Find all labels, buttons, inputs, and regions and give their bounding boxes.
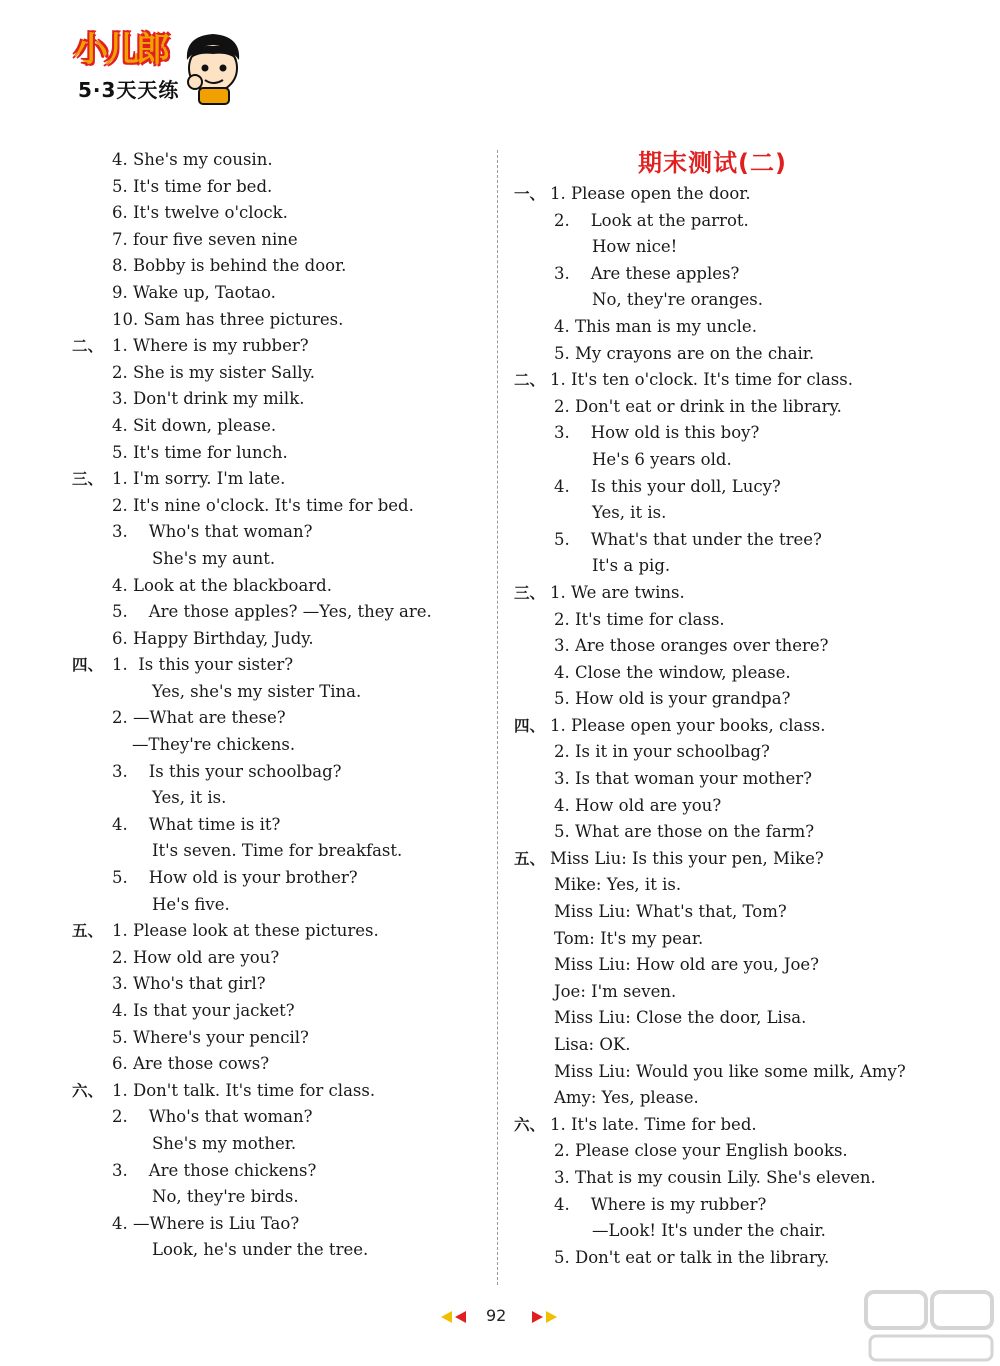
answer-line: [510, 1112, 960, 1139]
answer-line: [72, 1104, 522, 1131]
answer-line: [72, 360, 522, 387]
answer-line: [72, 519, 522, 546]
answer-text: 8. Bobby is behind the door.: [112, 256, 347, 276]
answer-line: [72, 1025, 522, 1052]
answer-text: 3. That is my cousin Lily. She's eleven.: [554, 1167, 876, 1187]
answer-line: [510, 447, 960, 474]
answer-text: Yes, it is.: [592, 503, 667, 523]
answer-line: [510, 287, 960, 314]
answer-text: 1. It's ten o'clock. It's time for class.: [550, 370, 853, 390]
answer-text: 3. Don't drink my milk.: [112, 389, 305, 409]
answer-text: 1. Is this your sister?: [112, 655, 294, 675]
answer-line: [510, 1192, 960, 1219]
section-number: 六、: [72, 1081, 104, 1100]
answer-text: Yes, it is.: [152, 788, 227, 808]
answer-text: 3. Who's that woman?: [112, 522, 313, 542]
answer-line: [510, 500, 960, 527]
section-number: 二、: [514, 371, 546, 390]
answer-text: Yes, she's my sister Tina.: [152, 681, 362, 701]
answer-text: It's a pig.: [592, 556, 671, 576]
answer-line: [510, 819, 960, 846]
section-number: 五、: [72, 922, 104, 941]
section-number: 四、: [72, 656, 104, 675]
answer-text: Miss Liu: What's that, Tom?: [554, 902, 787, 922]
left-column: [72, 147, 522, 1264]
answer-line: [72, 918, 522, 945]
section-number: 三、: [514, 583, 546, 602]
answer-text: —They're chickens.: [132, 735, 296, 755]
section-number: 六、: [514, 1115, 546, 1134]
answer-line: [510, 766, 960, 793]
answer-line: [510, 394, 960, 421]
answer-text: 4. How old are you?: [554, 795, 722, 815]
answer-line: [510, 341, 960, 368]
answer-line: [510, 713, 960, 740]
section-title: 期末测试(二): [638, 149, 787, 177]
answer-line: [510, 739, 960, 766]
answer-line: [510, 1245, 960, 1272]
answer-text: Amy: Yes, please.: [554, 1088, 699, 1108]
answer-text: 1. Please look at these pictures.: [112, 921, 379, 941]
answer-text: 2. Look at the parrot.: [554, 210, 749, 230]
answer-line: [72, 493, 522, 520]
answer-line: [510, 1032, 960, 1059]
answer-text: No, they're oranges.: [592, 290, 763, 310]
answer-line: [72, 892, 522, 919]
answer-line: [510, 660, 960, 687]
answer-text: 5. Where's your pencil?: [112, 1027, 309, 1047]
answer-line: [510, 314, 960, 341]
answer-text: —Look! It's under the chair.: [592, 1221, 826, 1241]
answer-text: Tom: It's my pear.: [554, 928, 704, 948]
answer-line: [72, 679, 522, 706]
answer-line: [510, 846, 960, 873]
answer-line: [72, 1051, 522, 1078]
answer-text: 2. —What are these?: [112, 708, 286, 728]
answer-text: Miss Liu: Would you like some milk, Amy?: [554, 1061, 906, 1081]
answer-text: 3. Are those chickens?: [112, 1160, 317, 1180]
answer-line: [72, 147, 522, 174]
answer-line: [72, 1131, 522, 1158]
answer-line: [510, 1085, 960, 1112]
answer-line: [510, 979, 960, 1006]
answer-text: 7. four five seven nine: [112, 229, 298, 249]
answer-line: [72, 546, 522, 573]
answer-line: [510, 1165, 960, 1192]
answer-line: [510, 474, 960, 501]
answer-text: 2. How old are you?: [112, 947, 280, 967]
answer-line: [510, 952, 960, 979]
answer-text: 2. Please close your English books.: [554, 1141, 848, 1161]
answer-text: 3. How old is this boy?: [554, 423, 760, 443]
answer-text: 4. —Where is Liu Tao?: [112, 1213, 300, 1233]
answer-line: [72, 174, 522, 201]
answer-line: [510, 633, 960, 660]
answer-line: [72, 1078, 522, 1105]
answer-line: [72, 732, 522, 759]
answer-text: 2. It's nine o'clock. It's time for bed.: [112, 495, 414, 515]
answer-line: [510, 420, 960, 447]
answer-line: [72, 785, 522, 812]
answer-line: [510, 686, 960, 713]
answer-line: [72, 865, 522, 892]
answer-text: 1. Please open the door.: [550, 184, 751, 203]
answer-line: [72, 626, 522, 653]
answer-text: 4. Is that your jacket?: [112, 1001, 295, 1020]
section-number: 五、: [514, 849, 546, 868]
answer-text: 1. It's late. Time for bed.: [550, 1114, 757, 1134]
answer-text: 4. Close the window, please.: [554, 662, 791, 682]
answer-text: How nice!: [592, 237, 678, 257]
answer-text: 5. My crayons are on the chair.: [554, 343, 815, 363]
section-number: 四、: [514, 716, 546, 735]
answer-text: 1. Don't talk. It's time for class.: [112, 1080, 376, 1100]
answer-text: 4. She's my cousin.: [112, 150, 273, 169]
answer-text: 2. Who's that woman?: [112, 1107, 313, 1127]
prev-arrow-icon: [440, 1310, 468, 1324]
answer-line: [72, 413, 522, 440]
answer-text: 2. She is my sister Sally.: [112, 362, 315, 382]
answer-text: 6. It's twelve o'clock.: [112, 203, 288, 223]
answer-line: [510, 208, 960, 235]
answer-text: 5. How old is your grandpa?: [554, 689, 791, 709]
answer-line: [510, 234, 960, 261]
right-column: [510, 181, 960, 1271]
answer-text: 5. It's time for lunch.: [112, 442, 288, 462]
answer-text: 1. We are twins.: [550, 582, 685, 602]
answer-text: 5. What's that under the tree?: [554, 529, 822, 549]
answer-line: [510, 793, 960, 820]
answer-text: Miss Liu: Is this your pen, Mike?: [550, 848, 824, 868]
next-arrow-icon: [530, 1310, 558, 1324]
watermark-stamp-icon: [860, 1286, 1000, 1366]
answer-text: She's my aunt.: [152, 548, 276, 568]
answer-text: 3. Is this your schoolbag?: [112, 761, 342, 781]
answer-line: [72, 307, 522, 334]
answer-line: [510, 553, 960, 580]
answer-text: Miss Liu: How old are you, Joe?: [554, 955, 819, 975]
answer-text: Look, he's under the tree.: [152, 1240, 369, 1260]
answer-text: 6. Happy Birthday, Judy.: [112, 628, 314, 648]
answer-text: 2. Don't eat or drink in the library.: [554, 396, 842, 416]
answer-line: [72, 200, 522, 227]
section-number: 三、: [72, 470, 104, 489]
answer-text: Lisa: OK.: [554, 1035, 631, 1054]
answer-line: [510, 899, 960, 926]
answer-line: [72, 652, 522, 679]
page-footer: [0, 1306, 1000, 1330]
answer-line: [72, 838, 522, 865]
answer-text: 4. Look at the blackboard.: [112, 575, 332, 595]
answer-line: [72, 1158, 522, 1185]
answer-line: [72, 1237, 522, 1264]
cartoon-boy-icon: [177, 30, 249, 106]
answer-text: 4. Is this your doll, Lucy?: [554, 476, 781, 496]
answer-line: [72, 333, 522, 360]
answer-line: [72, 1184, 522, 1211]
answer-text: 1. I'm sorry. I'm late.: [112, 469, 286, 489]
answer-line: [72, 945, 522, 972]
answer-line: [72, 759, 522, 786]
answer-line: [72, 812, 522, 839]
answer-line: [72, 1211, 522, 1238]
answer-line: [72, 227, 522, 254]
answer-text: 6. Are those cows?: [112, 1054, 270, 1074]
answer-text: 10. Sam has three pictures.: [112, 309, 344, 329]
answer-text: He's 6 years old.: [592, 449, 732, 469]
answer-text: 1. Where is my rubber?: [112, 336, 309, 356]
answer-text: No, they're birds.: [152, 1187, 299, 1207]
answer-text: 1. Please open your books, class.: [550, 715, 826, 735]
answer-text: 5. Are those apples? —Yes, they are.: [112, 602, 432, 622]
answer-line: [510, 1218, 960, 1245]
answer-line: [510, 872, 960, 899]
answer-text: Mike: Yes, it is.: [554, 875, 682, 895]
answer-line: [510, 367, 960, 394]
answer-text: She's my mother.: [152, 1133, 297, 1153]
answer-text: 5. Don't eat or talk in the library.: [554, 1247, 830, 1267]
answer-line: [72, 971, 522, 998]
answer-text: He's five.: [152, 894, 230, 914]
answer-text: Joe: I'm seven.: [554, 981, 677, 1001]
answer-text: 5. It's time for bed.: [112, 176, 273, 196]
answer-text: It's seven. Time for breakfast.: [152, 841, 403, 861]
section-number: 一、: [514, 185, 546, 203]
answer-line: [72, 280, 522, 307]
answer-text: Miss Liu: Close the door, Lisa.: [554, 1008, 807, 1028]
answer-text: 4. What time is it?: [112, 814, 281, 834]
answer-text: 3. Is that woman your mother?: [554, 769, 812, 789]
answer-line: [72, 253, 522, 280]
answer-line: [510, 607, 960, 634]
answer-line: [510, 181, 960, 208]
answer-text: 4. Where is my rubber?: [554, 1194, 767, 1214]
logo-subtitle: 5·3天天练: [78, 78, 180, 102]
logo-title: 小儿郎: [74, 30, 167, 70]
answer-line: [510, 926, 960, 953]
answer-line: [72, 386, 522, 413]
answer-text: 3. Who's that girl?: [112, 974, 266, 994]
answer-text: 2. Is it in your schoolbag?: [554, 742, 770, 762]
page-number: 92: [486, 1306, 507, 1325]
answer-line: [510, 1005, 960, 1032]
section-number: 二、: [72, 337, 104, 356]
answer-text: 4. Sit down, please.: [112, 415, 277, 435]
answer-text: 5. How old is your brother?: [112, 868, 358, 888]
answer-line: [72, 705, 522, 732]
answer-text: 3. Are these apples?: [554, 263, 740, 283]
answer-line: [72, 466, 522, 493]
answer-line: [510, 1059, 960, 1086]
answer-line: [510, 580, 960, 607]
answer-text: 2. It's time for class.: [554, 609, 725, 629]
answer-line: [72, 998, 522, 1025]
answer-text: 9. Wake up, Taotao.: [112, 282, 276, 302]
answer-line: [510, 1138, 960, 1165]
publisher-logo: [22, 6, 252, 106]
answer-line: [72, 440, 522, 467]
answer-line: [510, 261, 960, 288]
answer-text: 4. This man is my uncle.: [554, 316, 757, 336]
answer-line: [510, 527, 960, 554]
answer-line: [72, 599, 522, 626]
answer-text: 3. Are those oranges over there?: [554, 636, 829, 656]
answer-text: 5. What are those on the farm?: [554, 822, 815, 842]
answer-line: [72, 573, 522, 600]
